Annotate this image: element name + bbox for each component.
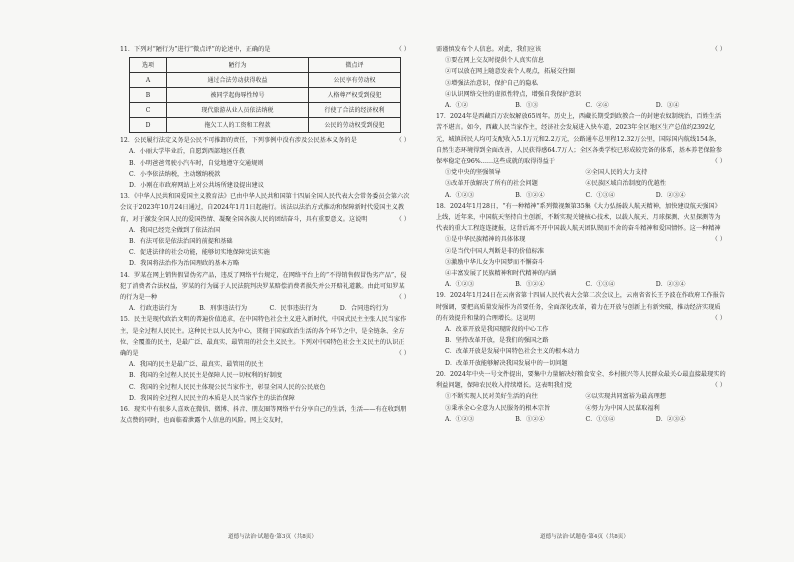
option: B．小明爸爸驾驶小汽车时，自觉地遵守交通规则: [129, 159, 264, 167]
option-row: [436, 190, 726, 201]
question-11: [120, 44, 410, 133]
option: A．我国已经完全做到了依法治国: [129, 226, 221, 234]
option: C．民事违法行为: [269, 305, 318, 313]
option: D．合同违约行为: [339, 305, 389, 313]
option: B．我国的全过程人民民主是保障人民一切权利的好制度: [129, 372, 283, 380]
question-stem: 19．2024年1月24日在云南省第十四届人民代表大会第二次会议上，云南省省长王予波在作政府工作报告时强调，要把高质量发展作为首要任务，全面深化改革，着力在开放与创新上有新突破，推动经济实现质的有效提升和量的合理增长。这说明: [436, 292, 726, 322]
question-16: [120, 404, 410, 426]
option: C．改革开放是发展中国特色社会主义的根本动力: [445, 348, 580, 356]
answer-paren: （ ）: [711, 158, 726, 166]
statement: ②以实现共同富裕为最高理想: [585, 393, 666, 401]
option-row: [436, 414, 726, 425]
option: D．小刚在市政府网站上对公共场所建设提出建议: [129, 182, 264, 190]
option: D．②③④: [655, 191, 686, 199]
table-row: [130, 88, 401, 103]
page-footer-left: 道德与法治·试题卷·第3页（共8页）: [228, 534, 317, 540]
page-footer-right: 道德与法治·试题卷·第4页（共8页）: [540, 534, 629, 540]
question-stem: 18．2024年1月28日，“有一种精神”系列微视频第35集《大力弘扬载人航天精神，加快建设航天强国》上线，近年来，中国航天坚持自主创新，不断实现关键核心技术，以载人航天、月球探测、火星探测等为代表的重大工程连连捷报，这背后离不开中国载人航天团队锲而不舍的奋斗精神和爱国情怀。这一种精神: [436, 202, 721, 233]
option: C．②④: [585, 102, 609, 110]
option: B．①②④: [515, 191, 545, 199]
statement: ①是中华民族精神的具体体现: [445, 236, 526, 244]
question-17: [436, 111, 726, 201]
option: A．①②: [445, 102, 469, 110]
question-stem: 11．下列对“陋行为”进行“微点评”的论述中，正确的是: [120, 46, 271, 53]
option: B．①③: [515, 102, 539, 110]
answer-paren: （ ）: [711, 314, 726, 322]
statement: ④丰富发展了民族精神和时代精神的内涵: [445, 270, 557, 278]
statement: ③增强法治意识，保护自己的隐私: [445, 79, 538, 87]
statement: ③秉承全心全意为人民服务的根本宗旨: [445, 404, 551, 412]
option: B．刑事违法行为: [199, 305, 248, 313]
option: C．①③④: [585, 281, 615, 289]
option: B．①②④: [515, 281, 545, 289]
option: C．促进法律的社会功能，能够切实地保障宪法实施: [129, 249, 270, 257]
question-stem: 13．《中华人民共和国爱国主义教育法》已由中华人民共和国第十四届全国人民代表大会常务委员会第六次会议于2023年10月24日通过，自2024年1月1日起施行。该法以法治方式推动和保障新时代爱国主义教育，对于激发全国人民的爱国热情、凝聚全国各族人民的团结奋斗，具有重要意义。这说明: [120, 193, 410, 223]
question-stem: 20．2024年中央一号文件提出，要集中力量解决好粮食安全、乡村振兴等人民群众最关心最直接最现实的利益问题，保障农民收入持续增长。这表明我们党: [436, 370, 726, 390]
question-20: [436, 369, 726, 425]
table-cell: 人格尊严权受到侵犯: [309, 88, 401, 103]
statement: ②可以放在网上随意发表个人观点，拓展交往圈: [445, 68, 575, 76]
table-row: [130, 103, 401, 118]
question-stem: 15．民主是现代政治文明的普遍价值追求，在中国特色社会主义进入新时代，中国式民主主张人民当家作主，是全过程人民民主。这种民主以人民为中心，贯彻于国家政治生活的各个环节之中，是全链条、全方位、全覆盖的民主，是最广泛、最真实、最管用的社会主义民主。下列对中国特色社会主义民主的认识正确的是: [120, 316, 407, 358]
question-stem: 16．现实中有很多人喜欢在微信、微博、抖音、朋友圈等网络平台分享自己的生活，生活——有在收到朋友点赞的同时，也面临着泄露个人信息的风险。网上交友时，: [120, 406, 407, 425]
table-cell: C: [130, 103, 167, 118]
option: D．②③④: [655, 281, 686, 289]
question-12: [120, 135, 410, 191]
option: C．①③④: [585, 415, 615, 423]
table-row: [130, 73, 401, 88]
table-header: 陋行为: [167, 58, 309, 73]
option: D．我国的全过程人民民主的本质是人民当家作主的法治保障: [129, 394, 295, 402]
answer-paren: （ ）: [395, 137, 410, 145]
statement-row: [436, 167, 726, 178]
option: D．我国将法治作为治国理政的基本方略: [129, 260, 240, 268]
option: A．行政违法行为: [129, 305, 177, 313]
answer-paren: （ ）: [711, 46, 726, 53]
answer-paren: （ ）: [711, 382, 726, 390]
statement: ①要在网上交友时提供个人真实信息: [445, 57, 544, 65]
option: C．小李依法纳税，主动缴纳税款: [129, 170, 221, 178]
statement: ③激励中华儿女为中国梦而不懈奋斗: [445, 258, 544, 266]
statement: ①不断实现人民对美好生活的向往: [445, 393, 538, 401]
table-cell: 拖欠工人的工资和工程款: [167, 118, 309, 133]
question-13: [120, 191, 410, 269]
answer-paren: （ ）: [395, 215, 410, 223]
answer-paren: （ ）: [395, 46, 410, 53]
option: D．③④: [655, 102, 680, 110]
question-stem: 12．公民履行法定义务是公民不可推卸的责任，下列事例中没有涉及公民基本义务的是: [120, 137, 357, 145]
option: C．我国的全过程人民民主体现公民当家作主，彰显全国人民的公民底色: [129, 383, 326, 391]
statement-row: [436, 178, 726, 189]
question-16-continued: [436, 44, 726, 111]
statement-row: [436, 391, 726, 402]
option: A．①②③: [445, 281, 475, 289]
table-cell: 行使了合法的经济权利: [309, 103, 401, 118]
table-cell: B: [130, 88, 167, 103]
table-cell: 被同学起侮辱性绰号: [167, 88, 309, 103]
table-cell: 公民享有劳动权: [309, 73, 401, 88]
option: D．②③④: [655, 415, 686, 423]
question-18: [436, 201, 726, 291]
statement-row: [436, 403, 726, 414]
table-cell: D: [130, 118, 167, 133]
option: B．有法可依是依法治国的前提和基础: [129, 238, 233, 246]
answer-paren: （ ）: [395, 350, 410, 358]
option-row: [436, 279, 726, 290]
question-stem: 14．罗某在网上销售假冒伪劣产品，违反了网络平台规定，在网络平台上的“不得销售假冒伪劣产品”，侵犯了消费者合法权益，罗某的行为属于人民法院判决罗某赔偿消费者损失并公开赔礼道歉。由此可知罗某的行为是一种: [120, 271, 407, 302]
option: A．改革开放是我国现阶段的中心工作: [445, 326, 549, 334]
table-cell: A: [130, 73, 167, 88]
left-column: [120, 44, 410, 426]
statement: ②全国人民的大力支持: [585, 169, 648, 177]
table-row: [130, 118, 401, 133]
option: A．①②③: [445, 415, 475, 423]
question-15: [120, 314, 410, 404]
option-row: [120, 303, 410, 314]
right-column: [436, 44, 726, 425]
option-row: [436, 100, 726, 111]
option: C．①③④: [585, 191, 615, 199]
question-stem: 需谨慎发布个人信息。对此，我们应该: [436, 46, 542, 53]
answer-paren: （ ）: [395, 294, 410, 302]
statement: ②是当代中国人判断是非的价值标准: [445, 247, 544, 255]
table-cell: 现代旅游从业人员依法纳税: [167, 103, 309, 118]
statement: ④认识网络交往的虚拟性特点，增强自我保护意识: [445, 90, 582, 98]
table-cell: 通过合法劳动获得收益: [167, 73, 309, 88]
q11-table: [129, 57, 401, 133]
statement: ④民族区域自治制度的优越性: [585, 180, 666, 188]
statement: ④努力为中国人民谋取福利: [585, 404, 660, 412]
option: B．坚持改革开放，是我们的强国之路: [445, 337, 549, 345]
option: A．我国的民主是最广泛、最真实、最管用的民主: [129, 361, 264, 369]
statement: ③改革开放解决了所有的社会问题: [445, 180, 538, 188]
table-header: 选项: [130, 58, 167, 73]
option: D．改革开放能够解决我国发展中的一切问题: [445, 359, 568, 367]
question-14: [120, 270, 410, 315]
table-header: 微点评: [309, 58, 401, 73]
statement: ①党中央的坚强领导: [445, 169, 501, 177]
option: B．①②④: [515, 415, 545, 423]
option: A．小丽大学毕业后，自愿到西部地区任教: [129, 148, 245, 156]
question-stem: 17．2024年是西藏百万农奴解放65周年。历史上，西藏长期受到政教合一的封建农奴制统治，百姓生活苦不堪言。如今，西藏人民当家作主，经济社会发展进入快车道，2023年全区地区生产总值约2392亿元，城镇居民人均可支配收入5.1万元和2.2万元，公路通车总里程12.32万公里，国际国内航线154条，自然生态环境得到全面改善，人民获得感64.7万人；全区各类学校已形成较完备的体系，基本养老保险参保率稳定在96%……这些成就的取得得益于: [436, 113, 723, 166]
table-cell: 公民的劳动权受到侵犯: [309, 118, 401, 133]
table-header-row: [130, 58, 401, 73]
option: A．①②③: [445, 191, 475, 199]
question-19: [436, 290, 726, 368]
answer-paren: （ ）: [711, 236, 726, 244]
